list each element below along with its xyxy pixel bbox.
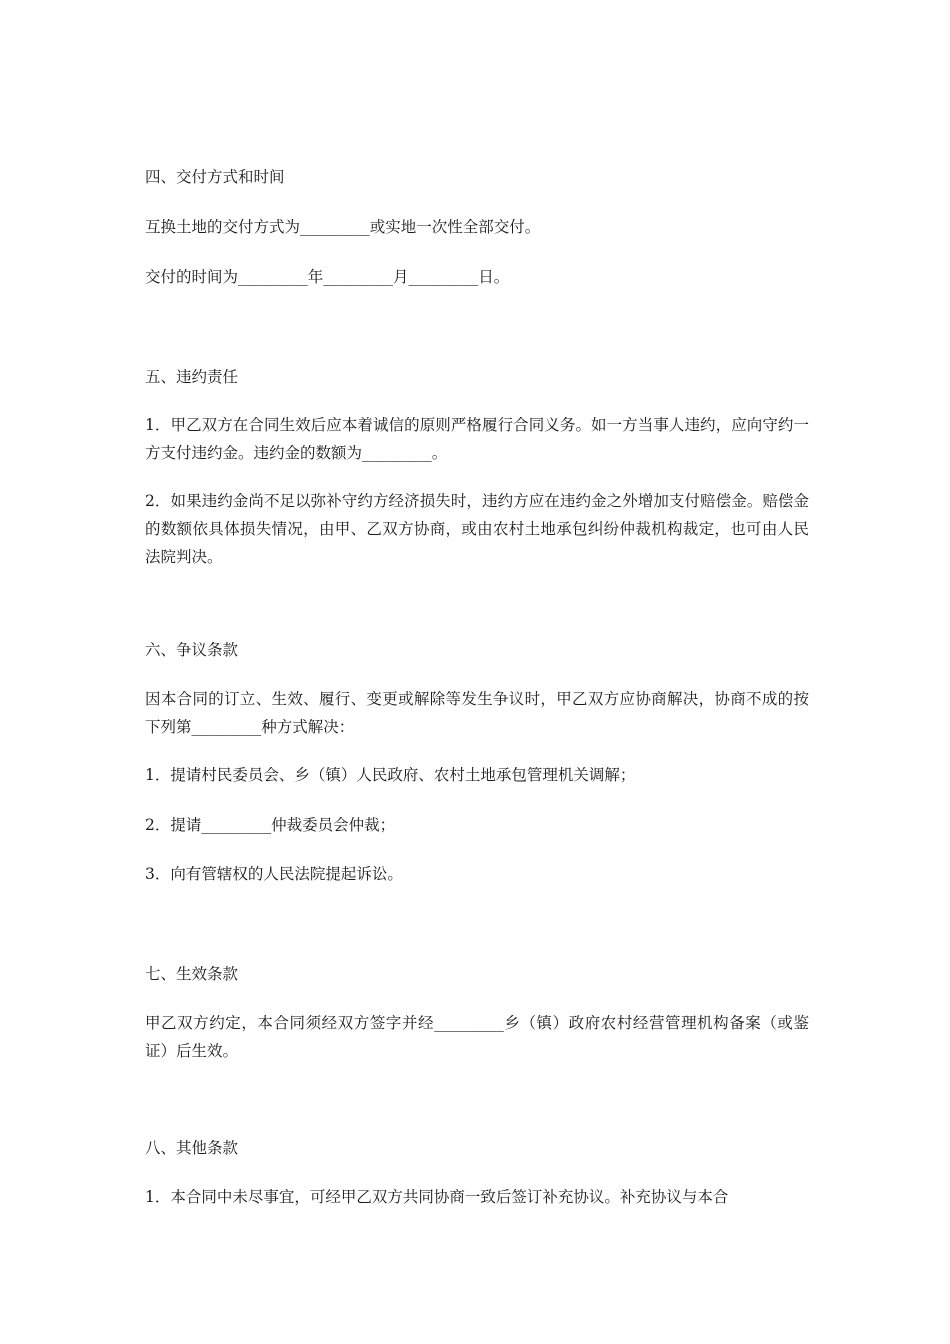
section-heading-dispute: 六、争议条款 [145, 641, 239, 659]
section-heading-effect: 七、生效条款 [145, 965, 239, 983]
section-heading-delivery: 四、交付方式和时间 [145, 168, 285, 186]
paragraph-dispute-option-1: 1．提请村民委员会、乡（镇）人民政府、农村土地承包管理机关调解； [145, 766, 636, 784]
paragraph-liability-1: 1．甲乙双方在合同生效后应本着诚信的原则严格履行合同义务。如一方当事人违约，应向守约一方支付违约金。违约金的数额为_________。 [145, 416, 809, 462]
paragraph-delivery-method: 互换土地的交付方式为_________或实地一次性全部交付。 [145, 218, 541, 236]
section-heading-other: 八、其他条款 [145, 1139, 239, 1157]
paragraph-other-1: 1．本合同中未尽事宜，可经甲乙双方共同协商一致后签订补充协议。补充协议与本合 [145, 1188, 729, 1206]
paragraph-delivery-time: 交付的时间为_________年_________月_________日。 [145, 268, 510, 286]
paragraph-dispute-option-3: 3．向有管辖权的人民法院提起诉讼。 [145, 865, 403, 883]
paragraph-liability-2: 2．如果违约金尚不足以弥补守约方经济损失时，违约方应在违约金之外增加支付赔偿金。赔偿金的数额依具体损失情况，由甲、乙双方协商，或由农村土地承包纠纷仲裁机构裁定，也可由人民法院判决。 [145, 492, 809, 566]
section-heading-liability: 五、违约责任 [145, 368, 239, 386]
paragraph-dispute-option-2: 2．提请_________仲裁委员会仲裁； [145, 816, 396, 834]
paragraph-dispute-intro: 因本合同的订立、生效、履行、变更或解除等发生争议时，甲乙双方应协商解决，协商不成的按下列第_________种方式解决： [145, 690, 809, 736]
paragraph-effect: 甲乙双方约定，本合同须经双方签字并经_________乡（镇）政府农村经营管理机构备案（或鉴证）后生效。 [145, 1014, 809, 1060]
